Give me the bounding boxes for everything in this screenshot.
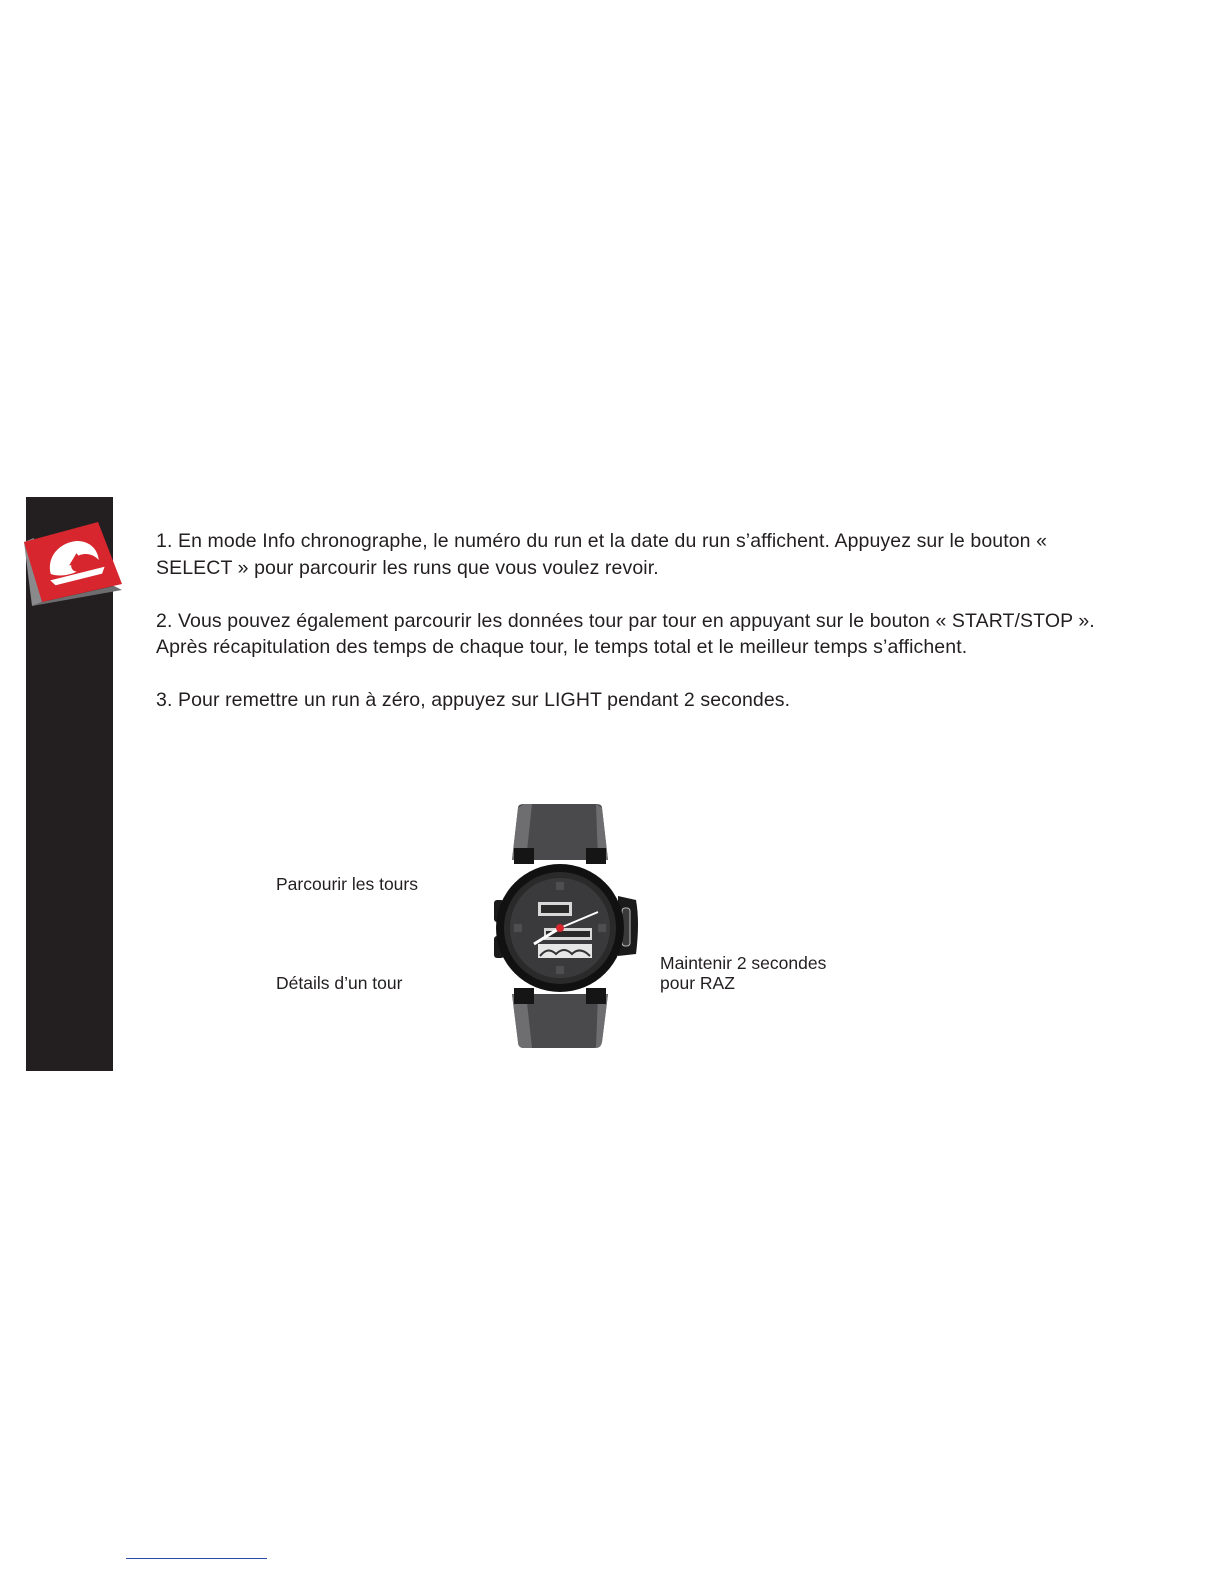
instruction-step-1: 1. En mode Info chronographe, le numéro du run et la date du run s’affichent. Appuyez sur le bouton « SELECT » pour parcourir les runs que vous voulez revoir.: [156, 530, 1048, 579]
watch-illustration-icon: [488, 804, 648, 1048]
label-lap-details: Détails d’un tour: [276, 973, 403, 993]
label-hold-reset: [660, 953, 826, 993]
instruction-step-3: 3. Pour remettre un run à zéro, appuyez sur LIGHT pendant 2 secondes.: [156, 689, 791, 711]
instruction-step-2: 2. Vous pouvez également parcourir les données tour par tour en appuyant sur le bouton « START/STOP ». Après récapitulation des temps de chaque tour, le temps total et le meilleur temps s’affichent.: [156, 609, 1095, 658]
quiksilver-logo-icon: [18, 518, 126, 614]
footnote-rule: [126, 1558, 267, 1559]
label-browse-laps: Parcourir les tours: [276, 874, 418, 894]
instructions-text: [156, 528, 1106, 740]
label-hold-reset-line1: Maintenir 2 secondes: [660, 953, 827, 973]
label-hold-reset-line2: pour RAZ: [660, 973, 735, 993]
